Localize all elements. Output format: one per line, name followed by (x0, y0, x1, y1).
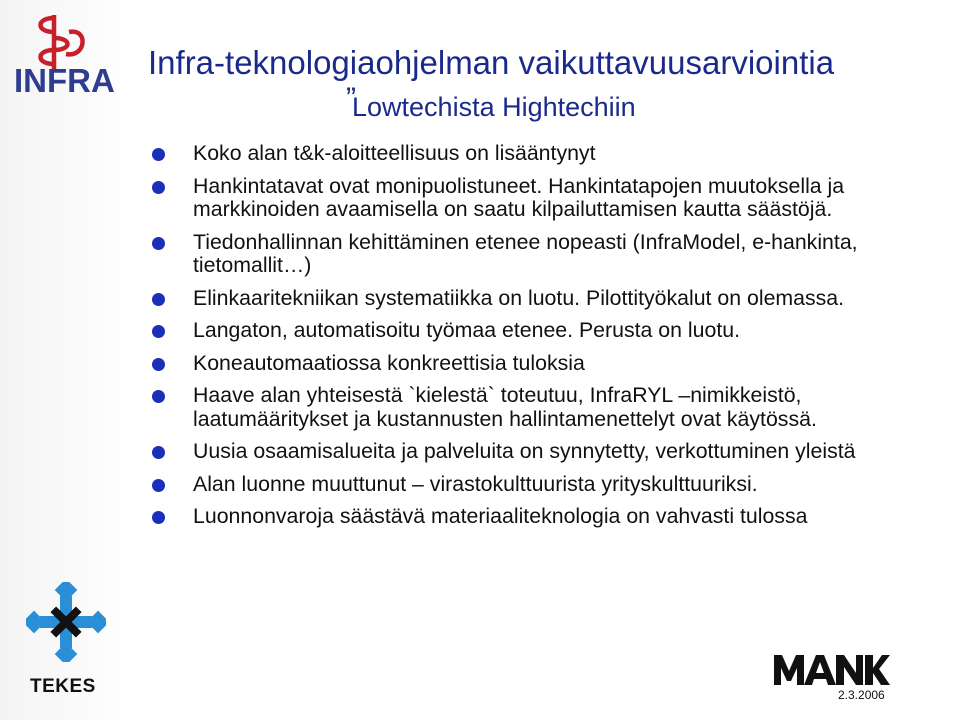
bullet-icon (152, 181, 165, 194)
bullet-icon (152, 293, 165, 306)
infra-logo-text: INFRA (14, 62, 115, 99)
quote-mark: ” (346, 82, 356, 115)
bullet-item (152, 473, 942, 497)
slide-title: Infra-teknologiaohjelman vaikuttavuusarviointia (148, 44, 835, 81)
bullet-icon (152, 148, 165, 161)
bullet-icon (152, 358, 165, 371)
bullet-icon (152, 446, 165, 459)
bullet-item (152, 352, 942, 376)
bullet-item (152, 505, 942, 529)
bullet-icon (152, 511, 165, 524)
bullet-text: Elinkaaritekniikan systematiikka on luotu. Pilottityökalut on olemassa. (193, 285, 845, 310)
bullet-icon (152, 479, 165, 492)
bullet-text: Alan luonne muuttunut – virastokulttuurista yrityskulttuuriksi. (193, 471, 758, 496)
tekes-logo-icon (26, 582, 106, 662)
bullet-item (152, 384, 942, 431)
bullet-text: Hankintatavat ovat monipuolistuneet. Hankintatapojen muutoksella ja markkinoiden avaamisella on saatu kilpailuttamisen kautta säästöjä. (193, 173, 845, 221)
bullet-text: Luonnonvaroja säästävä materiaaliteknologia on vahvasti tulossa (193, 504, 808, 528)
bullet-text: Langaton, automatisoitu työmaa etenee. Perusta on luotu. (193, 318, 740, 342)
slide-subtitle: Lowtechista Hightechiin (352, 92, 636, 122)
bullet-icon (152, 390, 165, 403)
bullet-text: Uusia osaamisalueita ja palveluita on synnytetty, verkottuminen yleistä (193, 439, 856, 463)
bullet-item (152, 142, 942, 166)
bullet-icon (152, 237, 165, 250)
tekes-logo-text: TEKES (30, 676, 96, 697)
bullet-text: Haave alan yhteisestä `kielestä` toteutuu, InfraRYL –nimikkeistö, laatumääritykset ja kustannusten hallintamenettelyt ovat käytössä. (193, 383, 817, 431)
bullet-list (152, 142, 942, 529)
bullet-item (152, 231, 942, 278)
slide-date: 2.3.2006 (838, 688, 885, 702)
bullet-item (152, 175, 942, 222)
mank-logo-icon (774, 651, 890, 687)
bullet-item (152, 319, 942, 343)
bullet-text: Tiedonhallinnan kehittäminen etenee nopeasti (InfraModel, e-hankinta, tietomallit…) (193, 229, 858, 277)
bullet-item (152, 440, 942, 464)
bullet-item (152, 287, 942, 311)
bullet-icon (152, 325, 165, 338)
bullet-text: Koko alan t&k-aloitteellisuus on lisääntynyt (193, 141, 596, 165)
bullet-text: Koneautomaatiossa konkreettisia tuloksia (193, 350, 585, 375)
